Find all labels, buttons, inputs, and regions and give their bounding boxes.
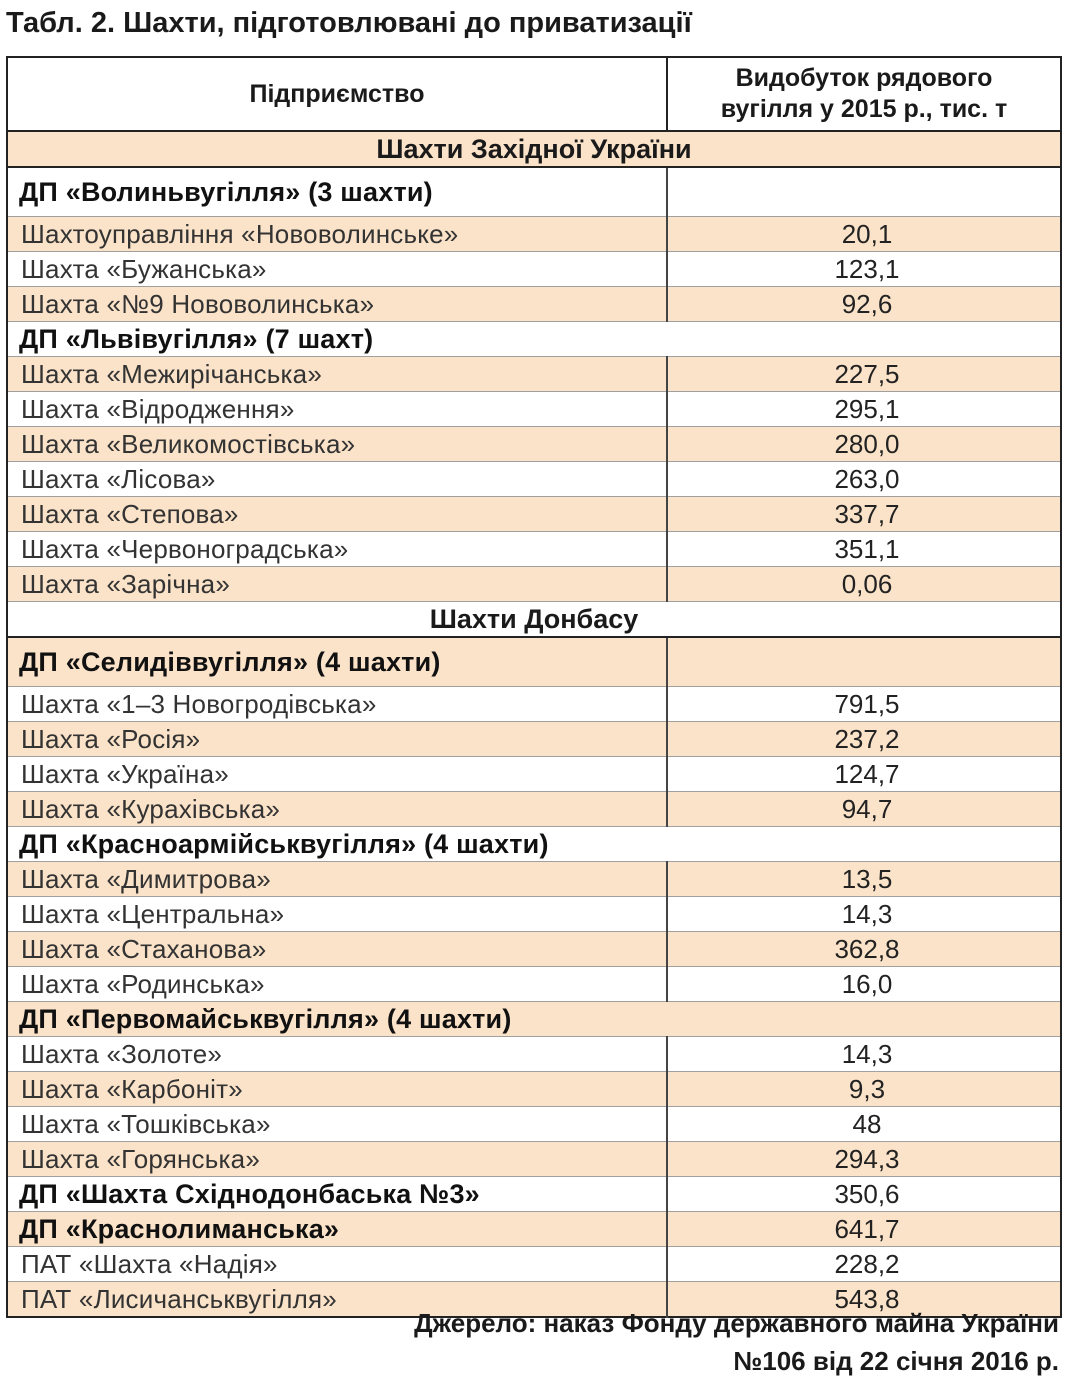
output-value: 237,2: [667, 722, 1061, 757]
output-value: 227,5: [667, 357, 1061, 392]
header-output: [667, 57, 1061, 131]
enterprise-name: ПАТ «Лисичанськвугілля»: [7, 1282, 667, 1318]
output-value: [667, 827, 1061, 862]
table-row: [7, 862, 1061, 897]
output-value: [667, 167, 1061, 217]
enterprise-name: Шахта «Росія»: [7, 722, 667, 757]
table-row: [7, 722, 1061, 757]
enterprise-name: Шахта «Тошківська»: [7, 1107, 667, 1142]
output-value: 14,3: [667, 897, 1061, 932]
enterprise-name: Шахта «№9 Нововолинська»: [7, 287, 667, 322]
table-row: [7, 462, 1061, 497]
enterprise-name: Шахта «Великомостівська»: [7, 427, 667, 462]
enterprise-name: ДП «Шахта Східнодонбаська №3»: [7, 1177, 667, 1212]
enterprise-row: [7, 1177, 1061, 1212]
output-value: [667, 637, 1061, 687]
enterprise-name: Шахта «Зарічна»: [7, 567, 667, 602]
enterprise-name: Шахта «Горянська»: [7, 1142, 667, 1177]
source-note: [414, 1304, 1059, 1380]
enterprise-name: Шахта «Стаханова»: [7, 932, 667, 967]
table-header-row: [7, 57, 1061, 131]
enterprise-name: ДП «Селидіввугілля» (4 шахти): [7, 637, 667, 687]
table-row: [7, 757, 1061, 792]
enterprise-name: Шахта «Димитрова»: [7, 862, 667, 897]
output-value: 294,3: [667, 1142, 1061, 1177]
table-row: [7, 897, 1061, 932]
table-row: [7, 357, 1061, 392]
table-row: [7, 392, 1061, 427]
enterprise-name: ДП «Красноармійськвугілля» (4 шахти): [7, 827, 667, 862]
table-body: [7, 131, 1061, 1317]
enterprise-name: Шахта «1–3 Новогродівська»: [7, 687, 667, 722]
output-value: 14,3: [667, 1037, 1061, 1072]
output-value: 48: [667, 1107, 1061, 1142]
enterprise-name: Шахта «Центральна»: [7, 897, 667, 932]
table-row: [7, 1037, 1061, 1072]
table-row: [7, 687, 1061, 722]
table-row: [7, 427, 1061, 462]
table-row: [7, 967, 1061, 1002]
enterprise-name: ДП «Волиньвугілля» (3 шахти): [7, 167, 667, 217]
output-value: 351,1: [667, 532, 1061, 567]
output-value: 124,7: [667, 757, 1061, 792]
section-row: [7, 602, 1061, 638]
table-row: [7, 497, 1061, 532]
group-row: [7, 1002, 1061, 1037]
output-value: 362,8: [667, 932, 1061, 967]
output-value: 20,1: [667, 217, 1061, 252]
source-line2: №106 від 22 січня 2016 р.: [733, 1346, 1059, 1376]
enterprise-name: ПАТ «Шахта «Надія»: [7, 1247, 667, 1282]
enterprise-name: Шахта «Родинська»: [7, 967, 667, 1002]
output-value: 543,8: [834, 1284, 900, 1314]
table-row: [7, 1072, 1061, 1107]
enterprise-name: Шахта «Карбоніт»: [7, 1072, 667, 1107]
enterprise-row: [7, 1212, 1061, 1247]
table-row: [7, 567, 1061, 602]
table-row: [7, 532, 1061, 567]
enterprise-name: ДП «Львівугілля» (7 шахт): [7, 322, 667, 357]
enterprise-name: Шахта «Лісова»: [7, 462, 667, 497]
table-title: Табл. 2. Шахти, підготовлювані до приватизації: [6, 7, 692, 39]
output-value: 295,1: [667, 392, 1061, 427]
output-value: 92,6: [667, 287, 1061, 322]
output-value: 16,0: [667, 967, 1061, 1002]
source-line1: Джерело: наказ Фонду державного майна України: [414, 1308, 1059, 1338]
section-title: Шахти Західної України: [7, 131, 1061, 167]
output-value: 0,06: [667, 567, 1061, 602]
enterprise-name: Шахта «Бужанська»: [7, 252, 667, 287]
output-value: 123,1: [667, 252, 1061, 287]
header-output-line2: вугілля у 2015 р., тис. т: [720, 95, 1008, 123]
enterprise-name: Шахта «Червоноградська»: [7, 532, 667, 567]
enterprise-name: ДП «Первомайськвугілля» (4 шахти): [7, 1002, 667, 1037]
output-value: 641,7: [667, 1212, 1061, 1247]
output-value: 337,7: [667, 497, 1061, 532]
group-row: [7, 322, 1061, 357]
output-value: 791,5: [667, 687, 1061, 722]
table-row: [7, 792, 1061, 827]
section-row: [7, 131, 1061, 167]
table-row: [7, 932, 1061, 967]
table-row: [7, 1142, 1061, 1177]
output-value: 263,0: [667, 462, 1061, 497]
mines-table: [6, 56, 1062, 1318]
enterprise-name: Шахта «Україна»: [7, 757, 667, 792]
table-row: [7, 287, 1061, 322]
output-value: 13,5: [667, 862, 1061, 897]
output-value: 350,6: [667, 1177, 1061, 1212]
output-value: [667, 1002, 1061, 1037]
group-row: [7, 827, 1061, 862]
table-row: [7, 1107, 1061, 1142]
output-value: [667, 322, 1061, 357]
section-title: Шахти Донбасу: [7, 602, 1061, 638]
table-row: [7, 1247, 1061, 1282]
output-value: 9,3: [667, 1072, 1061, 1107]
enterprise-name: Шахтоуправління «Нововолинське»: [7, 217, 667, 252]
header-enterprise: Підприємство: [7, 57, 667, 131]
group-row: [7, 167, 1061, 217]
output-value: 228,2: [667, 1247, 1061, 1282]
output-value: 94,7: [667, 792, 1061, 827]
output-value: 280,0: [667, 427, 1061, 462]
table-row: [7, 217, 1061, 252]
header-output-line1: Видобуток рядового: [735, 64, 993, 92]
group-row: [7, 637, 1061, 687]
enterprise-name: Шахта «Золоте»: [7, 1037, 667, 1072]
enterprise-name: ДП «Краснолиманська»: [7, 1212, 667, 1247]
enterprise-name: Шахта «Відродження»: [7, 392, 667, 427]
enterprise-name: Шахта «Межирічанська»: [7, 357, 667, 392]
enterprise-name: Шахта «Курахівська»: [7, 792, 667, 827]
enterprise-name: Шахта «Степова»: [7, 497, 667, 532]
table-row: [7, 252, 1061, 287]
